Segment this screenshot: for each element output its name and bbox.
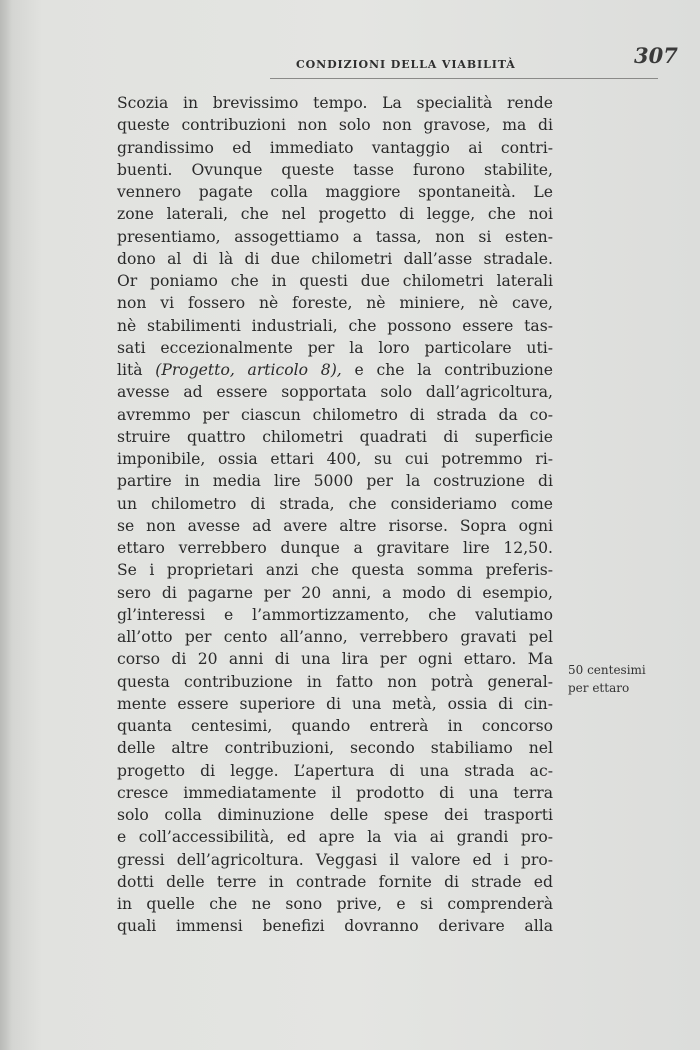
text-line: dono al di là di due chilometri dall’asse stradale. [117, 249, 553, 268]
text-line: e coll’accessibilità, ed apre la via ai grandi pro- [117, 828, 553, 847]
text-line: ettaro verrebbero dunque a gravitare lire 12,50. [117, 539, 553, 557]
text-line: Scozia in brevissimo tempo. La specialità rende [117, 94, 553, 112]
text-line: mente essere superiore di una metà, ossia di cin- [117, 694, 553, 713]
text-line: presentiamo, assogettiamo a tassa, non si esten- [117, 227, 553, 246]
text-line: gressi dell’agricoltura. Veggasi il valore ed i pro- [117, 850, 553, 869]
text-line: in quelle che ne sono prive, e si comprenderà [117, 895, 553, 913]
text-line: queste contribuzioni non solo non gravose, ma di [117, 116, 553, 135]
text-line: non vi fossero nè foreste, nè miniere, nè cave, [117, 294, 553, 313]
text-line: gl’interessi e l’ammortizzamento, che valutiamo [117, 605, 553, 624]
margin-note-line: per ettaro [568, 681, 630, 695]
text-line: solo colla diminuzione delle spese dei trasporti [117, 806, 553, 824]
text-line: grandissimo ed immediato vantaggio ai contri- [117, 138, 553, 157]
margin-note-line: 50 centesimi [568, 663, 646, 677]
text-line: un chilometro di strada, che consideriamo come [117, 494, 553, 513]
text-line: quanta centesimi, quando entrerà in concorso [117, 717, 553, 735]
text-line: struire quattro chilometri quadrati di superficie [117, 427, 553, 446]
body-text [117, 92, 553, 938]
italic-citation: (Progetto, articolo 8), [155, 361, 342, 379]
text-line: buenti. Ovunque queste tasse furono stabilite, [117, 160, 553, 179]
text-line: progetto di legge. L’apertura di una strada ac- [117, 761, 553, 780]
page-gutter-shadow [0, 0, 12, 1050]
text-line: delle altre contribuzioni, secondo stabiliamo nel [117, 739, 553, 758]
text-line: se non avesse ad avere altre risorse. Sopra ogni [117, 516, 553, 535]
running-header: CONDIZIONI DELLA VIABILITÀ [296, 58, 516, 71]
text-line: sati eccezionalmente per la loro particolare uti- [117, 338, 553, 357]
text-line: dotti delle terre in contrade fornite di strade ed [117, 872, 553, 891]
text-line: Or poniamo che in questi due chilometri laterali [117, 272, 553, 290]
text-line: avremmo per ciascun chilometro di strada da co- [117, 405, 553, 424]
text-line: zone laterali, che nel progetto di legge, che noi [117, 205, 553, 224]
header-rule [270, 78, 658, 79]
text-line: corso di 20 anni di una lira per ogni ettaro. Ma [117, 650, 553, 669]
text-line: cresce immediatamente il prodotto di una terra [117, 783, 553, 802]
text-line: vennero pagate colla maggiore spontaneità. Le [117, 183, 553, 201]
text-line: quali immensi benefizi dovranno derivare alla [117, 917, 553, 936]
text-line: all’otto per cento all’anno, verrebbero gravati pel [117, 628, 553, 646]
text-fragment: e che la contribuzione [341, 361, 553, 379]
text-line: imponibile, ossia ettari 400, su cui potremmo ri- [117, 450, 553, 468]
text-line: nè stabilimenti industriali, che possono essere tas- [117, 316, 553, 335]
margin-note [568, 661, 646, 697]
text-fragment: lità [117, 361, 156, 379]
page-number: 307 [634, 43, 678, 68]
text-line: avesse ad essere sopportata solo dall’agricoltura, [117, 383, 553, 402]
text-line: questa contribuzione in fatto non potrà general- [117, 672, 553, 691]
text-line: sero di pagarne per 20 anni, a modo di esempio, [117, 583, 553, 602]
text-line: partire in media lire 5000 per la costruzione di [117, 472, 553, 491]
text-line: Se i proprietari anzi che questa somma preferis- [117, 561, 553, 580]
text-line-with-citation [117, 359, 553, 381]
